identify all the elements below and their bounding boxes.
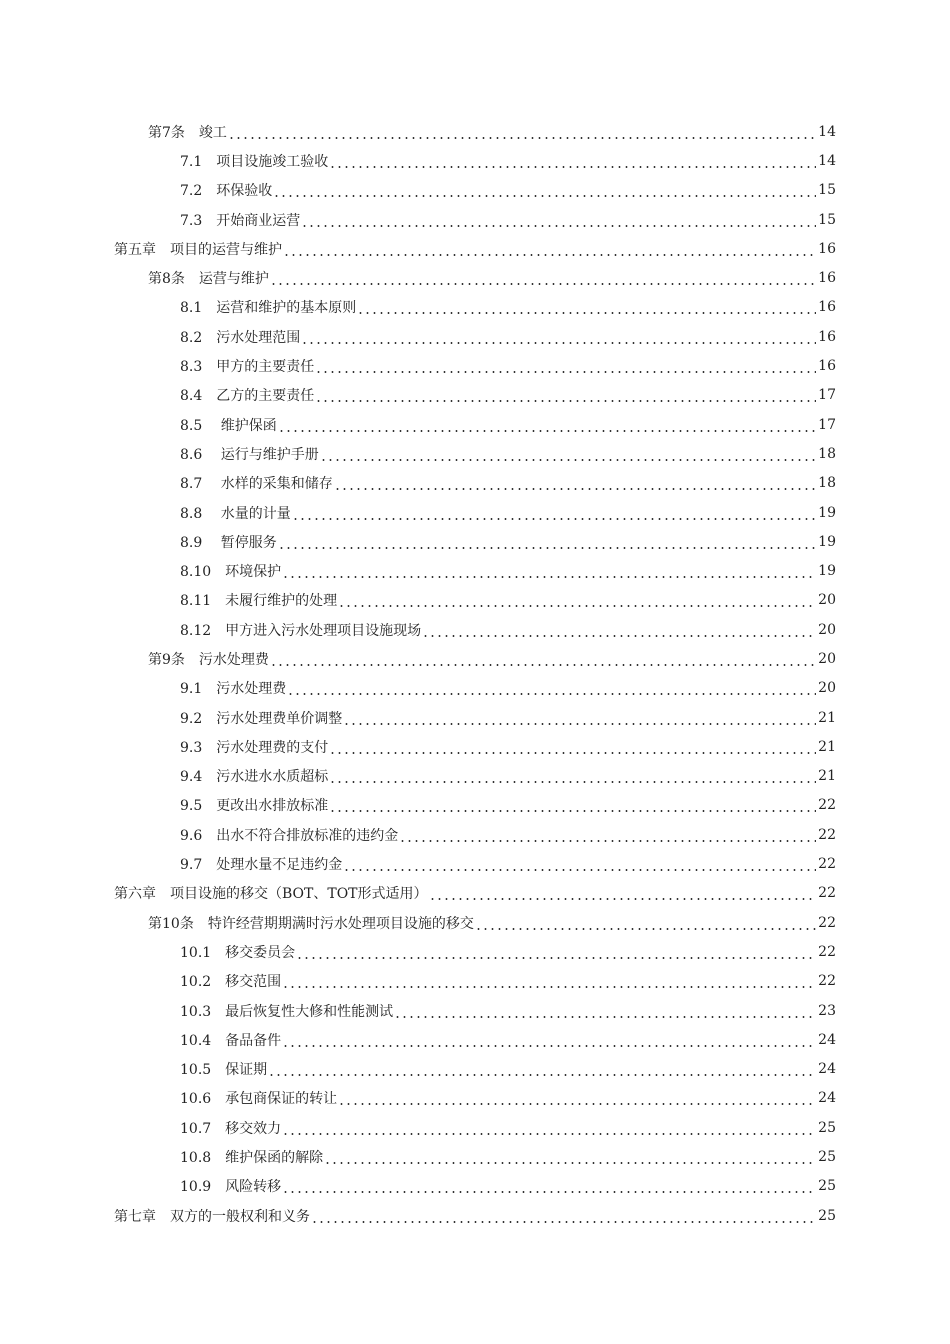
toc-entry-label — [148, 649, 269, 669]
toc-entry[interactable] — [0, 674, 950, 703]
toc-entry-label — [180, 1088, 337, 1108]
toc-entry-title: 移交效力 — [225, 1120, 282, 1137]
toc-entry-number: 10.4 — [180, 1032, 212, 1049]
toc-entry-page-number: 25 — [818, 1178, 836, 1195]
dot-leader — [282, 986, 816, 988]
toc-entry-number: 第七章 — [114, 1208, 156, 1225]
toc-entry-page-number: 22 — [818, 797, 836, 814]
toc-entry[interactable] — [0, 732, 950, 761]
dot-leader — [278, 547, 816, 549]
toc-entry-page-number: 16 — [818, 358, 836, 375]
dot-leader — [282, 1045, 816, 1047]
toc-entry-number: 9.6 — [180, 827, 203, 844]
toc-entry-label — [180, 854, 342, 874]
toc-entry-title: 竣工 — [198, 124, 227, 141]
toc-entry-title: 污水处理范围 — [216, 329, 301, 346]
toc-entry-number: 7.1 — [180, 153, 203, 170]
toc-entry-number: 9.2 — [180, 710, 203, 727]
toc-entry[interactable] — [0, 967, 950, 996]
toc-entry-label — [148, 122, 227, 142]
toc-entry[interactable] — [0, 410, 950, 439]
toc-entry-number: 10.6 — [180, 1091, 212, 1108]
toc-entry[interactable] — [0, 820, 950, 849]
toc-entry-number: 8.3 — [180, 359, 203, 376]
toc-entry-title: 维护保函 — [216, 417, 277, 434]
toc-entry-page-number: 20 — [818, 621, 836, 638]
toc-entry-title: 运营与维护 — [198, 271, 269, 288]
toc-entry[interactable] — [0, 644, 950, 673]
dot-leader — [278, 430, 816, 432]
toc-entry-page-number: 22 — [818, 856, 836, 873]
dot-leader — [357, 312, 816, 314]
dot-leader — [329, 166, 816, 168]
toc-entry-title: 污水处理费的支付 — [216, 739, 329, 756]
toc-entry-label — [180, 590, 337, 610]
toc-entry-number: 第10条 — [148, 915, 194, 932]
dot-leader — [329, 752, 816, 754]
dot-leader — [296, 957, 816, 959]
dot-leader — [270, 283, 816, 285]
toc-entry-title: 运行与维护手册 — [216, 446, 319, 463]
dot-leader — [399, 840, 816, 842]
toc-entry-label — [180, 766, 328, 786]
toc-entry[interactable] — [0, 176, 950, 205]
toc-entry-page-number: 18 — [818, 445, 836, 462]
toc-entry[interactable] — [0, 762, 950, 791]
toc-entry-title: 更改出水排放标准 — [216, 798, 329, 815]
toc-entry-label — [180, 1118, 281, 1138]
dot-leader — [343, 869, 816, 871]
toc-entry-title: 风险转移 — [225, 1179, 282, 1196]
toc-entry-title: 保证期 — [225, 1062, 268, 1079]
toc-entry[interactable] — [0, 117, 950, 146]
toc-entry[interactable] — [0, 703, 950, 732]
toc-entry-title: 双方的一般权利和义务 — [170, 1208, 310, 1225]
toc-entry-title: 污水进水水质超标 — [216, 769, 329, 786]
toc-entry-page-number: 25 — [818, 1149, 836, 1166]
toc-entry[interactable] — [0, 146, 950, 175]
toc-entry-title: 未履行维护的处理 — [225, 593, 338, 610]
dot-leader — [270, 664, 816, 666]
toc-entry-label — [180, 971, 281, 991]
toc-entry-number: 7.3 — [180, 212, 203, 229]
toc-entry[interactable] — [0, 849, 950, 878]
toc-entry[interactable] — [0, 879, 950, 908]
toc-entry-page-number: 19 — [818, 563, 836, 580]
toc-entry-number: 第六章 — [114, 886, 156, 903]
toc-entry-number: 9.5 — [180, 798, 203, 815]
dot-leader — [422, 635, 816, 637]
toc-entry-number: 8.2 — [180, 329, 203, 346]
toc-entry-page-number: 14 — [818, 123, 836, 140]
toc-entry-page-number: 21 — [818, 738, 836, 755]
dot-leader — [282, 1133, 816, 1135]
toc-entry-label — [114, 883, 428, 903]
toc-entry-number: 第7条 — [148, 124, 185, 141]
toc-entry-label — [180, 1001, 393, 1021]
toc-entry-title: 项目设施的移交（BOT、TOT形式适用） — [170, 886, 428, 903]
toc-entry-title: 移交委员会 — [225, 944, 296, 961]
toc-entry-number: 9.3 — [180, 739, 203, 756]
toc-entry-label — [180, 532, 277, 552]
toc-entry-number: 8.11 — [180, 593, 212, 610]
toc-entry-label — [180, 444, 319, 464]
toc-entry-label — [180, 1059, 267, 1079]
toc-entry-label — [180, 503, 291, 523]
toc-entry-label — [180, 737, 328, 757]
toc-entry-label — [180, 356, 314, 376]
toc-entry-page-number: 16 — [818, 270, 836, 287]
dot-leader — [282, 576, 816, 578]
toc-entry-number: 8.9 — [180, 534, 203, 551]
dot-leader — [282, 1191, 816, 1193]
toc-entry-label — [180, 180, 272, 200]
toc-entry-page-number: 20 — [818, 680, 836, 697]
toc-entry-label — [180, 678, 286, 698]
dot-leader — [334, 488, 816, 490]
toc-entry-number: 8.12 — [180, 622, 212, 639]
toc-entry-number: 9.4 — [180, 769, 203, 786]
toc-entry-label — [180, 415, 277, 435]
toc-entry-label — [180, 473, 333, 493]
toc-entry-label — [180, 210, 300, 230]
toc-entry-label — [180, 795, 328, 815]
toc-entry-page-number: 15 — [818, 211, 836, 228]
toc-entry[interactable] — [0, 556, 950, 585]
toc-entry-label — [180, 620, 421, 640]
toc-entry-title: 乙方的主要责任 — [216, 388, 315, 405]
toc-entry-number: 10.5 — [180, 1062, 212, 1079]
toc-entry-title: 处理水量不足违约金 — [216, 857, 343, 874]
toc-entry-page-number: 22 — [818, 885, 836, 902]
dot-leader — [343, 723, 816, 725]
toc-entry[interactable] — [0, 439, 950, 468]
toc-entry[interactable] — [0, 996, 950, 1025]
toc-entry-label — [180, 297, 356, 317]
dot-leader — [292, 518, 816, 520]
toc-entry-title: 特许经营期期满时污水处理项目设施的移交 — [207, 915, 474, 932]
toc-entry-label — [180, 561, 281, 581]
toc-entry-page-number: 21 — [818, 768, 836, 785]
toc-entry-title: 项目的运营与维护 — [170, 241, 282, 258]
toc-entry[interactable] — [0, 498, 950, 527]
dot-leader — [338, 605, 816, 607]
toc-entry-number: 10.2 — [180, 974, 212, 991]
toc-entry[interactable] — [0, 205, 950, 234]
toc-entry-number: 10.3 — [180, 1003, 212, 1020]
toc-entry[interactable] — [0, 908, 950, 937]
toc-entry-title: 承包商保证的转让 — [225, 1091, 338, 1108]
toc-entry-number: 10.9 — [180, 1179, 212, 1196]
toc-entry[interactable] — [0, 527, 950, 556]
table-of-contents — [0, 117, 950, 1230]
dot-leader — [320, 459, 816, 461]
toc-entry-page-number: 16 — [818, 328, 836, 345]
toc-entry-label — [180, 942, 295, 962]
toc-entry-title: 环境保护 — [225, 564, 282, 581]
dot-leader — [315, 400, 816, 402]
toc-entry-page-number: 20 — [818, 650, 836, 667]
dot-leader — [311, 1221, 816, 1223]
toc-entry-number: 第9条 — [148, 651, 185, 668]
toc-entry[interactable] — [0, 615, 950, 644]
toc-entry[interactable] — [0, 1142, 950, 1171]
toc-entry[interactable] — [0, 937, 950, 966]
toc-entry-number: 8.10 — [180, 564, 212, 581]
dot-leader — [301, 225, 816, 227]
toc-entry-label — [180, 385, 314, 405]
toc-entry-page-number: 18 — [818, 475, 836, 492]
toc-entry-page-number: 22 — [818, 826, 836, 843]
toc-entry-number: 8.4 — [180, 388, 203, 405]
toc-entry-title: 甲方的主要责任 — [216, 359, 315, 376]
toc-entry-number: 10.1 — [180, 944, 212, 961]
toc-entry-number: 7.2 — [180, 183, 203, 200]
dot-leader — [283, 254, 816, 256]
toc-entry[interactable] — [0, 1025, 950, 1054]
toc-entry-label — [180, 1176, 281, 1196]
toc-entry-page-number: 22 — [818, 914, 836, 931]
toc-entry[interactable] — [0, 791, 950, 820]
toc-entry-page-number: 24 — [818, 1090, 836, 1107]
toc-entry-title: 环保验收 — [216, 183, 273, 200]
toc-entry-title: 项目设施竣工验收 — [216, 153, 329, 170]
toc-entry[interactable] — [0, 586, 950, 615]
toc-entry-label — [148, 268, 269, 288]
toc-entry[interactable] — [0, 1055, 950, 1084]
toc-entry[interactable] — [0, 234, 950, 263]
toc-entry-number: 9.1 — [180, 681, 203, 698]
toc-entry-page-number: 20 — [818, 592, 836, 609]
toc-entry-page-number: 17 — [818, 387, 836, 404]
toc-entry-page-number: 23 — [818, 1002, 836, 1019]
toc-entry-label — [148, 913, 474, 933]
toc-entry-page-number: 17 — [818, 416, 836, 433]
toc-entry-label — [114, 239, 282, 259]
dot-leader — [338, 1103, 816, 1105]
toc-entry-label — [180, 708, 342, 728]
toc-entry[interactable] — [0, 293, 950, 322]
toc-entry-number: 8.7 — [180, 476, 203, 493]
dot-leader — [394, 1016, 816, 1018]
toc-entry-number: 8.8 — [180, 505, 203, 522]
toc-entry-number: 8.6 — [180, 446, 203, 463]
toc-entry-title: 污水处理费单价调整 — [216, 710, 343, 727]
toc-entry-title: 水样的采集和储存 — [216, 476, 333, 493]
toc-entry[interactable] — [0, 1172, 950, 1201]
dot-leader — [287, 693, 816, 695]
toc-entry-title: 污水处理费 — [216, 681, 287, 698]
toc-entry-number: 9.7 — [180, 857, 203, 874]
toc-entry-page-number: 25 — [818, 1119, 836, 1136]
dot-leader — [301, 342, 816, 344]
toc-entry-number: 10.8 — [180, 1150, 212, 1167]
toc-entry-page-number: 22 — [818, 943, 836, 960]
toc-entry-page-number: 21 — [818, 709, 836, 726]
toc-entry-page-number: 25 — [818, 1207, 836, 1224]
dot-leader — [475, 928, 816, 930]
toc-entry-number: 8.5 — [180, 417, 203, 434]
dot-leader — [329, 810, 816, 812]
dot-leader — [329, 781, 816, 783]
toc-entry-title: 备品备件 — [225, 1032, 282, 1049]
toc-entry[interactable] — [0, 381, 950, 410]
toc-entry-page-number: 16 — [818, 240, 836, 257]
toc-entry-label — [180, 1030, 281, 1050]
toc-entry-page-number: 19 — [818, 504, 836, 521]
toc-entry-page-number: 16 — [818, 299, 836, 316]
toc-entry-title: 维护保函的解除 — [225, 1150, 324, 1167]
dot-leader — [273, 195, 816, 197]
toc-entry-label — [114, 1206, 310, 1226]
toc-entry[interactable] — [0, 351, 950, 380]
toc-entry[interactable] — [0, 1084, 950, 1113]
toc-entry-page-number: 22 — [818, 973, 836, 990]
toc-entry-number: 第五章 — [114, 241, 156, 258]
toc-entry-title: 出水不符合排放标准的违约金 — [216, 827, 399, 844]
dot-leader — [228, 137, 816, 139]
toc-entry-page-number: 24 — [818, 1031, 836, 1048]
toc-entry-title: 开始商业运营 — [216, 212, 301, 229]
toc-entry-label — [180, 327, 300, 347]
dot-leader — [315, 371, 816, 373]
toc-entry-title: 水量的计量 — [216, 505, 291, 522]
toc-entry-label — [180, 825, 398, 845]
toc-entry-title: 污水处理费 — [198, 651, 269, 668]
toc-entry-page-number: 15 — [818, 182, 836, 199]
toc-entry[interactable] — [0, 1201, 950, 1230]
toc-entry-title: 移交范围 — [225, 974, 282, 991]
toc-entry-title: 最后恢复性大修和性能测试 — [225, 1003, 394, 1020]
toc-entry-number: 第8条 — [148, 271, 185, 288]
toc-entry-title: 甲方进入污水处理项目设施现场 — [225, 622, 422, 639]
dot-leader — [429, 898, 816, 900]
dot-leader — [268, 1074, 816, 1076]
toc-entry-number: 10.7 — [180, 1120, 212, 1137]
toc-entry[interactable] — [0, 469, 950, 498]
toc-entry-label — [180, 1147, 323, 1167]
dot-leader — [324, 1162, 816, 1164]
toc-entry-title: 运营和维护的基本原则 — [216, 300, 357, 317]
toc-entry-number: 8.1 — [180, 300, 203, 317]
toc-entry[interactable] — [0, 322, 950, 351]
toc-entry[interactable] — [0, 263, 950, 292]
toc-entry-label — [180, 151, 328, 171]
toc-entry-page-number: 14 — [818, 152, 836, 169]
toc-entry-title: 暂停服务 — [216, 534, 277, 551]
toc-entry[interactable] — [0, 1113, 950, 1142]
toc-entry-page-number: 24 — [818, 1061, 836, 1078]
toc-entry-page-number: 19 — [818, 533, 836, 550]
